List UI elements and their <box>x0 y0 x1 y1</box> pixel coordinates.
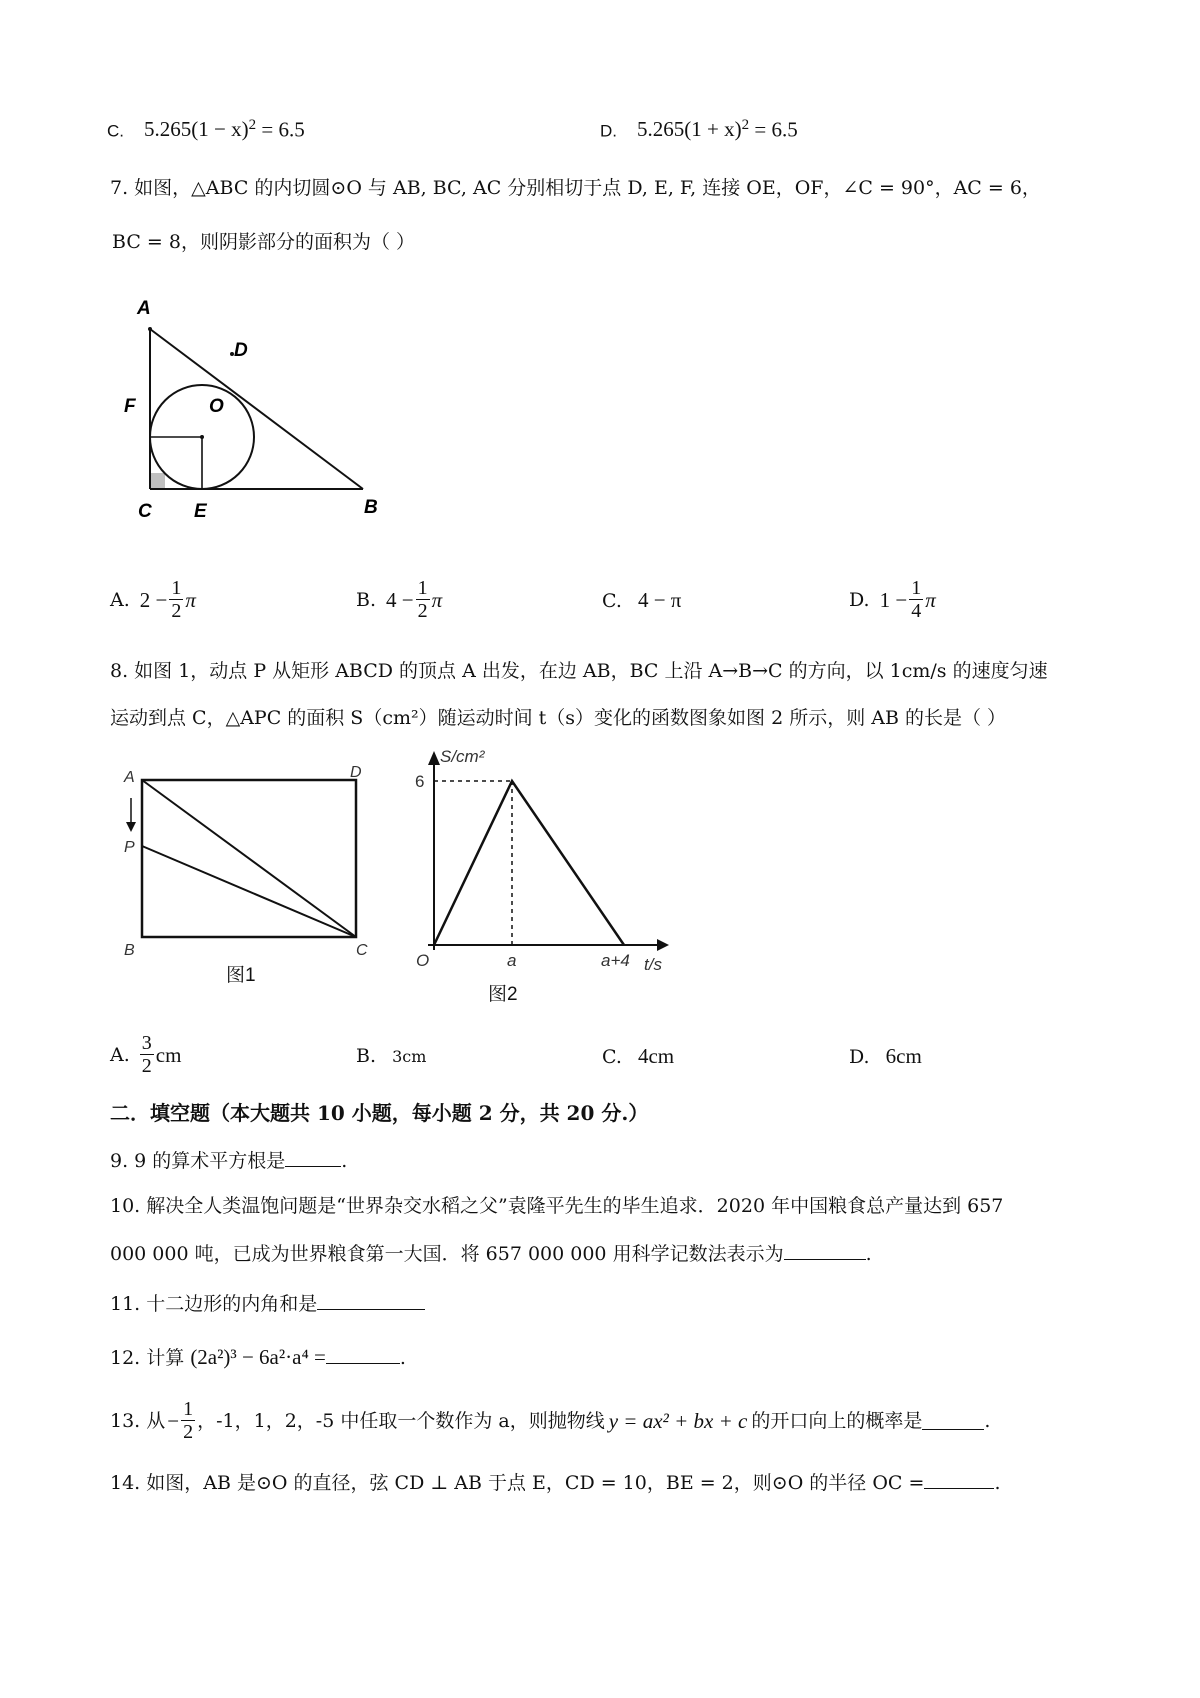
fig2-xlabel: t/s <box>644 955 662 974</box>
q8-option-a <box>110 1032 181 1077</box>
fig1-label-p: P <box>124 839 135 856</box>
q7-option-c-pre: 4 − π <box>637 588 682 612</box>
q13-rest: ，-1，1，2，-5 中任取一个数作为 a，则抛物线 <box>197 1409 605 1432</box>
q8-option-c-text: 4cm <box>637 1044 675 1068</box>
q7-option-d <box>849 577 936 622</box>
fig2-origin: O <box>416 951 430 970</box>
q7-option-a-label: A. <box>110 588 130 611</box>
q7-option-d-post: π <box>925 587 936 612</box>
label-e: E <box>194 501 207 522</box>
q8-option-c-label: C. <box>602 1046 622 1068</box>
q10-line2: 000 000 吨，已成为世界粮食第一大国．将 657 000 000 用科学记数法表示为 <box>110 1243 784 1265</box>
q7-option-d-pre: 1 − <box>879 587 908 612</box>
q8-option-b <box>356 1044 426 1069</box>
q9-end: . <box>341 1150 348 1172</box>
q11 <box>110 1291 425 1316</box>
side-ab <box>150 329 363 489</box>
q8-option-c <box>602 1044 674 1069</box>
fig2-ytick-6: 6 <box>415 772 425 791</box>
q8-figure-2 <box>395 745 685 1015</box>
q6-option-d-rhs: = 6.5 <box>749 117 798 142</box>
q8-option-b-text: 3cm <box>392 1047 427 1066</box>
q13-minus: − <box>167 1408 180 1433</box>
fig1-label-c: C <box>356 942 368 959</box>
q13-expr: y = ax² + bx + c <box>608 1408 748 1433</box>
shaded-region <box>150 473 165 489</box>
q7-option-b-post: π <box>431 587 443 612</box>
q12 <box>110 1345 406 1370</box>
q12-answer-blank[interactable] <box>326 1345 400 1364</box>
q7-option-c-label: C. <box>602 590 622 612</box>
q9 <box>110 1148 347 1173</box>
q11-text: 11. 十二边形的内角和是 <box>110 1293 318 1315</box>
q12-expr: (2a²)³ − 6a²·a⁴ = <box>190 1345 326 1369</box>
q13 <box>110 1398 990 1443</box>
q7-figure <box>110 290 410 530</box>
q9-answer-blank[interactable] <box>285 1148 341 1167</box>
q8-option-d <box>849 1044 922 1069</box>
fig2-xtick-a4: a+4 <box>601 951 630 970</box>
q12-end: . <box>399 1347 406 1369</box>
q6-option-c-rhs: = 6.5 <box>256 117 305 142</box>
fig2-xtick-a: a <box>507 951 517 970</box>
q14 <box>110 1470 1000 1495</box>
q9-text: 9. 9 的算术平方根是 <box>110 1150 286 1172</box>
x-axis-arrow-icon <box>657 939 669 951</box>
q8-option-b-label: B. <box>356 1045 377 1067</box>
label-c: C <box>138 501 152 522</box>
q7-option-b-label: B. <box>356 588 377 611</box>
q13-end: . <box>984 1409 991 1432</box>
q14-end: . <box>994 1472 1001 1494</box>
q13-answer-blank[interactable] <box>922 1411 984 1430</box>
point-o <box>200 435 204 439</box>
q10-line2-wrap <box>110 1241 872 1266</box>
q8-stem-line1: 8. 如图 1，动点 P 从矩形 ABCD 的顶点 A 出发，在边 AB，BC 上沿 A→B→C 的方向，以 1cm/s 的速度匀速 <box>110 660 1048 682</box>
q13-rest2: 的开口向上的概率是 <box>751 1409 923 1432</box>
q10-line1: 10. 解决全人类温饱问题是“世界杂交水稻之父”袁隆平先生的毕生追求．2020 年中国粮食总产量达到 657 <box>110 1195 1004 1217</box>
q8-option-a-fraction: $\frac{3}{2}$ <box>141 1032 152 1077</box>
q6-option-c-label: C. <box>107 121 124 141</box>
fig1-label-d: D <box>350 764 362 781</box>
q8-option-d-label: D. <box>849 1046 870 1068</box>
label-a: A <box>137 298 151 319</box>
label-d: D <box>234 340 248 361</box>
q7-option-a-fraction: $\frac{1}{2}$ <box>171 577 182 622</box>
fig1-caption: 图1 <box>226 965 256 986</box>
point-a <box>148 327 152 331</box>
q12-prefix: 12. 计算 <box>110 1347 185 1369</box>
label-f: F <box>124 396 136 417</box>
fig2-ylabel: S/cm² <box>440 747 485 766</box>
q14-text: 14. 如图，AB 是⊙O 的直径，弦 CD ⊥ AB 于点 E，CD = 10，BE = 2，则⊙O 的半径 OC = <box>110 1472 925 1494</box>
q7-option-d-fraction: $\frac{1}{4}$ <box>911 577 922 622</box>
q7-option-a <box>110 577 196 622</box>
q6-option-c-expr: 5.265(1 − x) <box>144 117 249 142</box>
q6-option-d-exp: 2 <box>741 117 750 133</box>
q7-option-b-fraction: $\frac{1}{2}$ <box>417 577 428 622</box>
q8-figure-1 <box>115 760 375 990</box>
q7-option-b <box>356 577 442 622</box>
q6-option-d <box>600 113 798 143</box>
q8-option-a-label: A. <box>110 1043 130 1066</box>
q7-option-d-label: D. <box>849 588 870 611</box>
q7-stem-line2: BC = 8，则阴影部分的面积为（ ） <box>112 231 415 253</box>
q13-prefix: 13. 从 <box>110 1409 166 1432</box>
q6-option-c-exp: 2 <box>248 117 257 133</box>
q11-answer-blank[interactable] <box>317 1291 425 1310</box>
q6-option-d-expr: 5.265(1 + x) <box>637 117 742 142</box>
q6-option-c <box>107 113 305 143</box>
q13-fraction: $\frac{1}{2}$ <box>183 1398 194 1443</box>
q8-stem-line2: 运动到点 C，△APC 的面积 S（cm²）随运动时间 t（s）变化的函数图象如图 2 所示，则 AB 的长是（ ） <box>110 707 1006 729</box>
q7-option-a-post: π <box>185 587 196 612</box>
q8-option-a-unit: cm <box>155 1042 182 1067</box>
q10-answer-blank[interactable] <box>784 1241 866 1260</box>
fig1-label-b: B <box>124 942 135 959</box>
section-2-heading: 二．填空题（本大题共 10 小题，每小题 2 分，共 20 分.） <box>110 1101 649 1125</box>
fig1-label-a: A <box>124 769 135 786</box>
q7-stem-line1: 7. 如图，△ABC 的内切圆⊙O 与 AB, BC, AC 分别相切于点 D, E, F, 连接 OE，OF，∠C = 90°，AC = 6， <box>110 177 1041 199</box>
q7-option-c <box>602 588 681 613</box>
segment-ac <box>142 780 356 937</box>
y-axis-arrow-icon <box>428 751 440 765</box>
arrow-head-icon <box>126 822 136 832</box>
q14-answer-blank[interactable] <box>924 1470 994 1489</box>
label-b: B <box>364 497 378 518</box>
q8-option-d-text: 6cm <box>885 1044 922 1068</box>
q6-option-d-label: D. <box>600 121 617 141</box>
fig2-caption: 图2 <box>488 984 518 1005</box>
graph-line <box>434 781 624 945</box>
q10-end: . <box>865 1243 872 1265</box>
q7-option-b-pre: 4 − <box>386 587 414 612</box>
q7-option-a-pre: 2 − <box>139 587 168 612</box>
label-o: O <box>209 396 224 417</box>
